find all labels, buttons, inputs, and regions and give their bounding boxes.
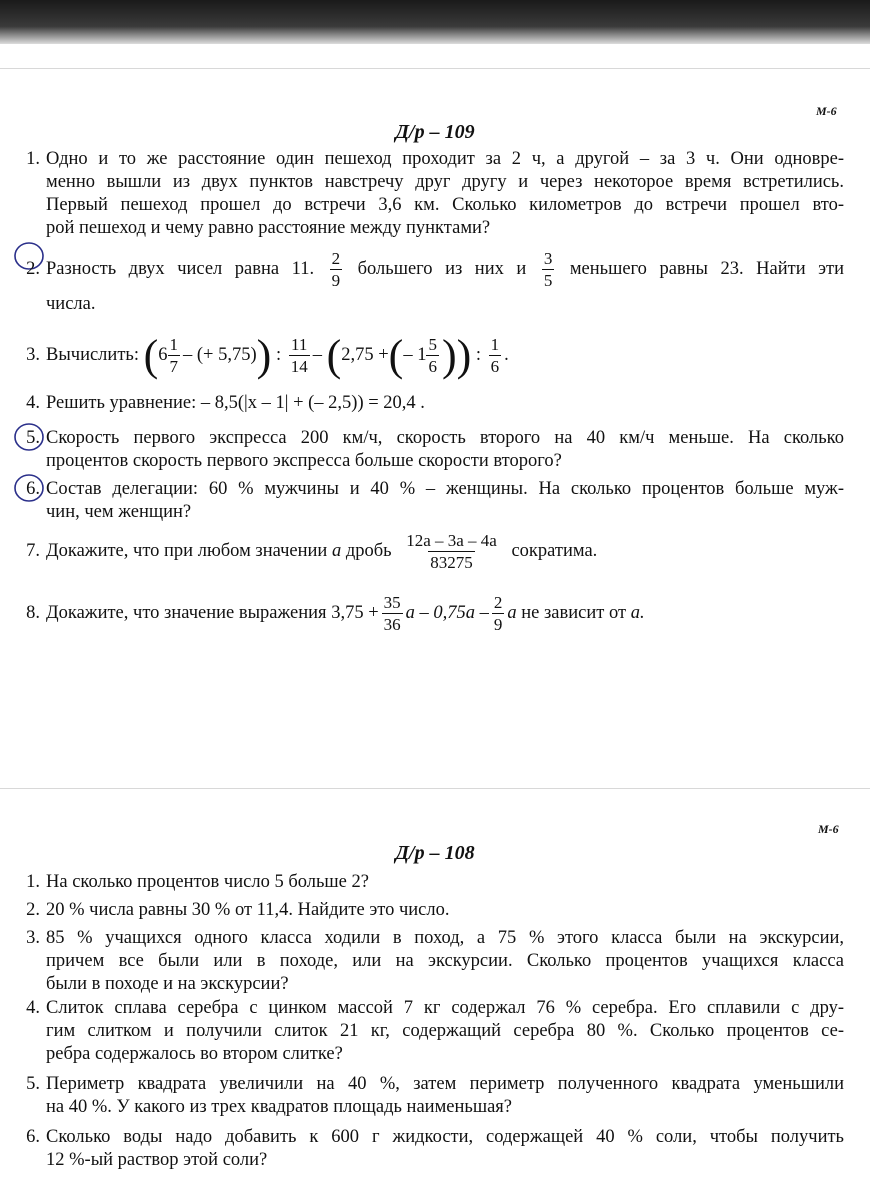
task-number: 5. — [26, 1074, 40, 1094]
fraction — [404, 531, 499, 572]
fraction — [330, 249, 343, 290]
scan-top-edge — [0, 0, 870, 44]
text-run: Вычислить: — [46, 345, 139, 365]
fraction — [542, 249, 555, 290]
denominator: 6 — [490, 357, 500, 377]
sheet1-tag: М-6 — [816, 104, 837, 118]
task-number: 3. — [26, 928, 40, 948]
expr-part: – (+ 5,75) — [183, 345, 257, 365]
task-line: 12 %-ый раствор этой соли? — [46, 1150, 268, 1170]
numerator: 2 — [493, 593, 503, 613]
expr-part: . — [504, 345, 509, 365]
task-line: были в походе и на экскурсии? — [46, 974, 289, 994]
denominator: 7 — [169, 357, 179, 377]
fraction — [289, 335, 310, 376]
fraction — [489, 335, 502, 376]
variable: a. — [630, 603, 645, 623]
expr-part: 2,75 + — [341, 345, 389, 365]
fold-line-top — [0, 68, 870, 69]
denominator: 5 — [543, 271, 553, 291]
fraction — [382, 593, 403, 634]
numerator: 2 — [331, 249, 341, 269]
task-line: Состав делегации: 60 % мужчины и 40 % – женщины. На сколько процентов больше муж- — [46, 479, 844, 499]
task-line: Слиток сплава серебра с цинком массой 7 кг содержал 76 % серебра. Его сплавили с дру- — [46, 998, 844, 1018]
task-line: Периметр квадрата увеличили на 40 %, затем периметр полученного квадрата уменьшили — [46, 1074, 844, 1094]
task-number: 3. — [26, 345, 40, 365]
task-line: 20 % числа равны 30 % от 11,4. Найдите это число. — [46, 900, 450, 920]
task-line: ребра содержалось во втором слитке? — [46, 1044, 343, 1064]
text-run: меньшего равны 23. Найти эти — [569, 259, 845, 279]
task-line: гим слитком и получили слиток 21 кг, содержащий серебра 80 %. Сколько процентов се- — [46, 1021, 844, 1041]
fraction — [168, 335, 181, 376]
sheet1-title: Д/р – 109 — [395, 121, 475, 143]
task-line: на 40 %. У какого из трех квадратов площадь наименьшая? — [46, 1097, 512, 1117]
numerator: 35 — [383, 593, 401, 613]
denominator: 6 — [428, 357, 437, 377]
denominator: 9 — [331, 271, 341, 291]
task-number: 7. — [26, 541, 40, 561]
task-line: Скорость первого экспресса 200 км/ч, скорость второго на 40 км/ч меньше. На сколько — [46, 428, 844, 448]
text-run: Решить уравнение: — [46, 393, 197, 413]
expr-part: a — [507, 603, 517, 623]
task-line: процентов скорость первого экспресса больше скорости второго? — [46, 451, 562, 471]
numerator: 3 — [543, 249, 553, 269]
task-number: 4. — [26, 998, 40, 1018]
expr-part: a – 0,75a – — [405, 603, 489, 623]
numerator: 11 — [291, 335, 308, 355]
variable: a — [331, 541, 342, 561]
task-number: 8. — [26, 603, 40, 623]
fold-line-middle — [0, 788, 870, 789]
text-run: сократима. — [511, 541, 598, 561]
task-line: Сколько воды надо добавить к 600 г жидкости, содержащей 40 % соли, чтобы получить — [46, 1127, 844, 1147]
denominator: 9 — [493, 615, 503, 635]
numerator: 1 — [169, 335, 179, 355]
task-line: числа. — [46, 294, 96, 314]
sheet2-title: Д/р – 108 — [395, 842, 475, 864]
text-run: Разность двух чисел равна 11. — [46, 259, 315, 279]
task-line: менно вышли из двух пунктов навстречу друг другу и через некоторое время встретились. — [46, 172, 844, 192]
expr-part: – 1 — [403, 345, 427, 365]
expr-part: – — [312, 345, 322, 365]
task-line: На сколько процентов число 5 больше 2? — [46, 872, 369, 892]
task-line: рой пешеход и чему равно расстояние между пунктами? — [46, 218, 491, 238]
task-line: 85 % учащихся одного класса ходили в поход, а 75 % этого класса были на экскурсии, — [46, 928, 844, 948]
text-run: Докажите, что значение выражения — [46, 603, 327, 623]
denominator: 14 — [290, 357, 308, 377]
sheet2-tag: М-6 — [818, 822, 839, 836]
task-line: Одно и то же расстояние один пешеход проходит за 2 ч, а другой – за 3 ч. Они одновре- — [46, 149, 844, 169]
task-number: 2. — [26, 900, 40, 920]
text-run: не зависит от — [521, 603, 627, 623]
task-number: 1. — [26, 872, 40, 892]
expr-part: 3,75 + — [331, 603, 379, 623]
task-number: 6. — [26, 1127, 40, 1147]
text-run: дробь — [345, 541, 392, 561]
expr-part: : — [475, 345, 482, 365]
task-line: чин, чем женщин? — [46, 502, 192, 522]
task-number: 2. — [26, 259, 40, 279]
task-line — [46, 246, 844, 292]
denominator: 36 — [383, 615, 401, 635]
fraction — [426, 335, 439, 376]
numerator: 12a – 3a – 4a — [406, 531, 497, 551]
expr-part: 6 — [158, 345, 168, 365]
task-number: 6. — [26, 479, 40, 499]
text-run: Докажите, что при любом значении — [46, 541, 328, 561]
task-number: 5. — [26, 428, 40, 448]
numerator: 1 — [490, 335, 500, 355]
task-line: причем все были или в походе, или на экскурсии. Сколько процентов учащихся класса — [46, 951, 844, 971]
task-line: Первый пешеход прошел до встречи 3,6 км. Сколько километров до встречи прошел вто- — [46, 195, 844, 215]
fraction — [492, 593, 505, 634]
task-number: 4. — [26, 393, 40, 413]
text-run: большего из них и — [357, 259, 527, 279]
expr-part: : — [275, 345, 282, 365]
equation: – 8,5(|x – 1| + (– 2,5)) = 20,4 . — [200, 393, 425, 413]
task-number: 1. — [26, 149, 40, 169]
numerator: 5 — [428, 335, 437, 355]
denominator: 83275 — [430, 553, 473, 573]
